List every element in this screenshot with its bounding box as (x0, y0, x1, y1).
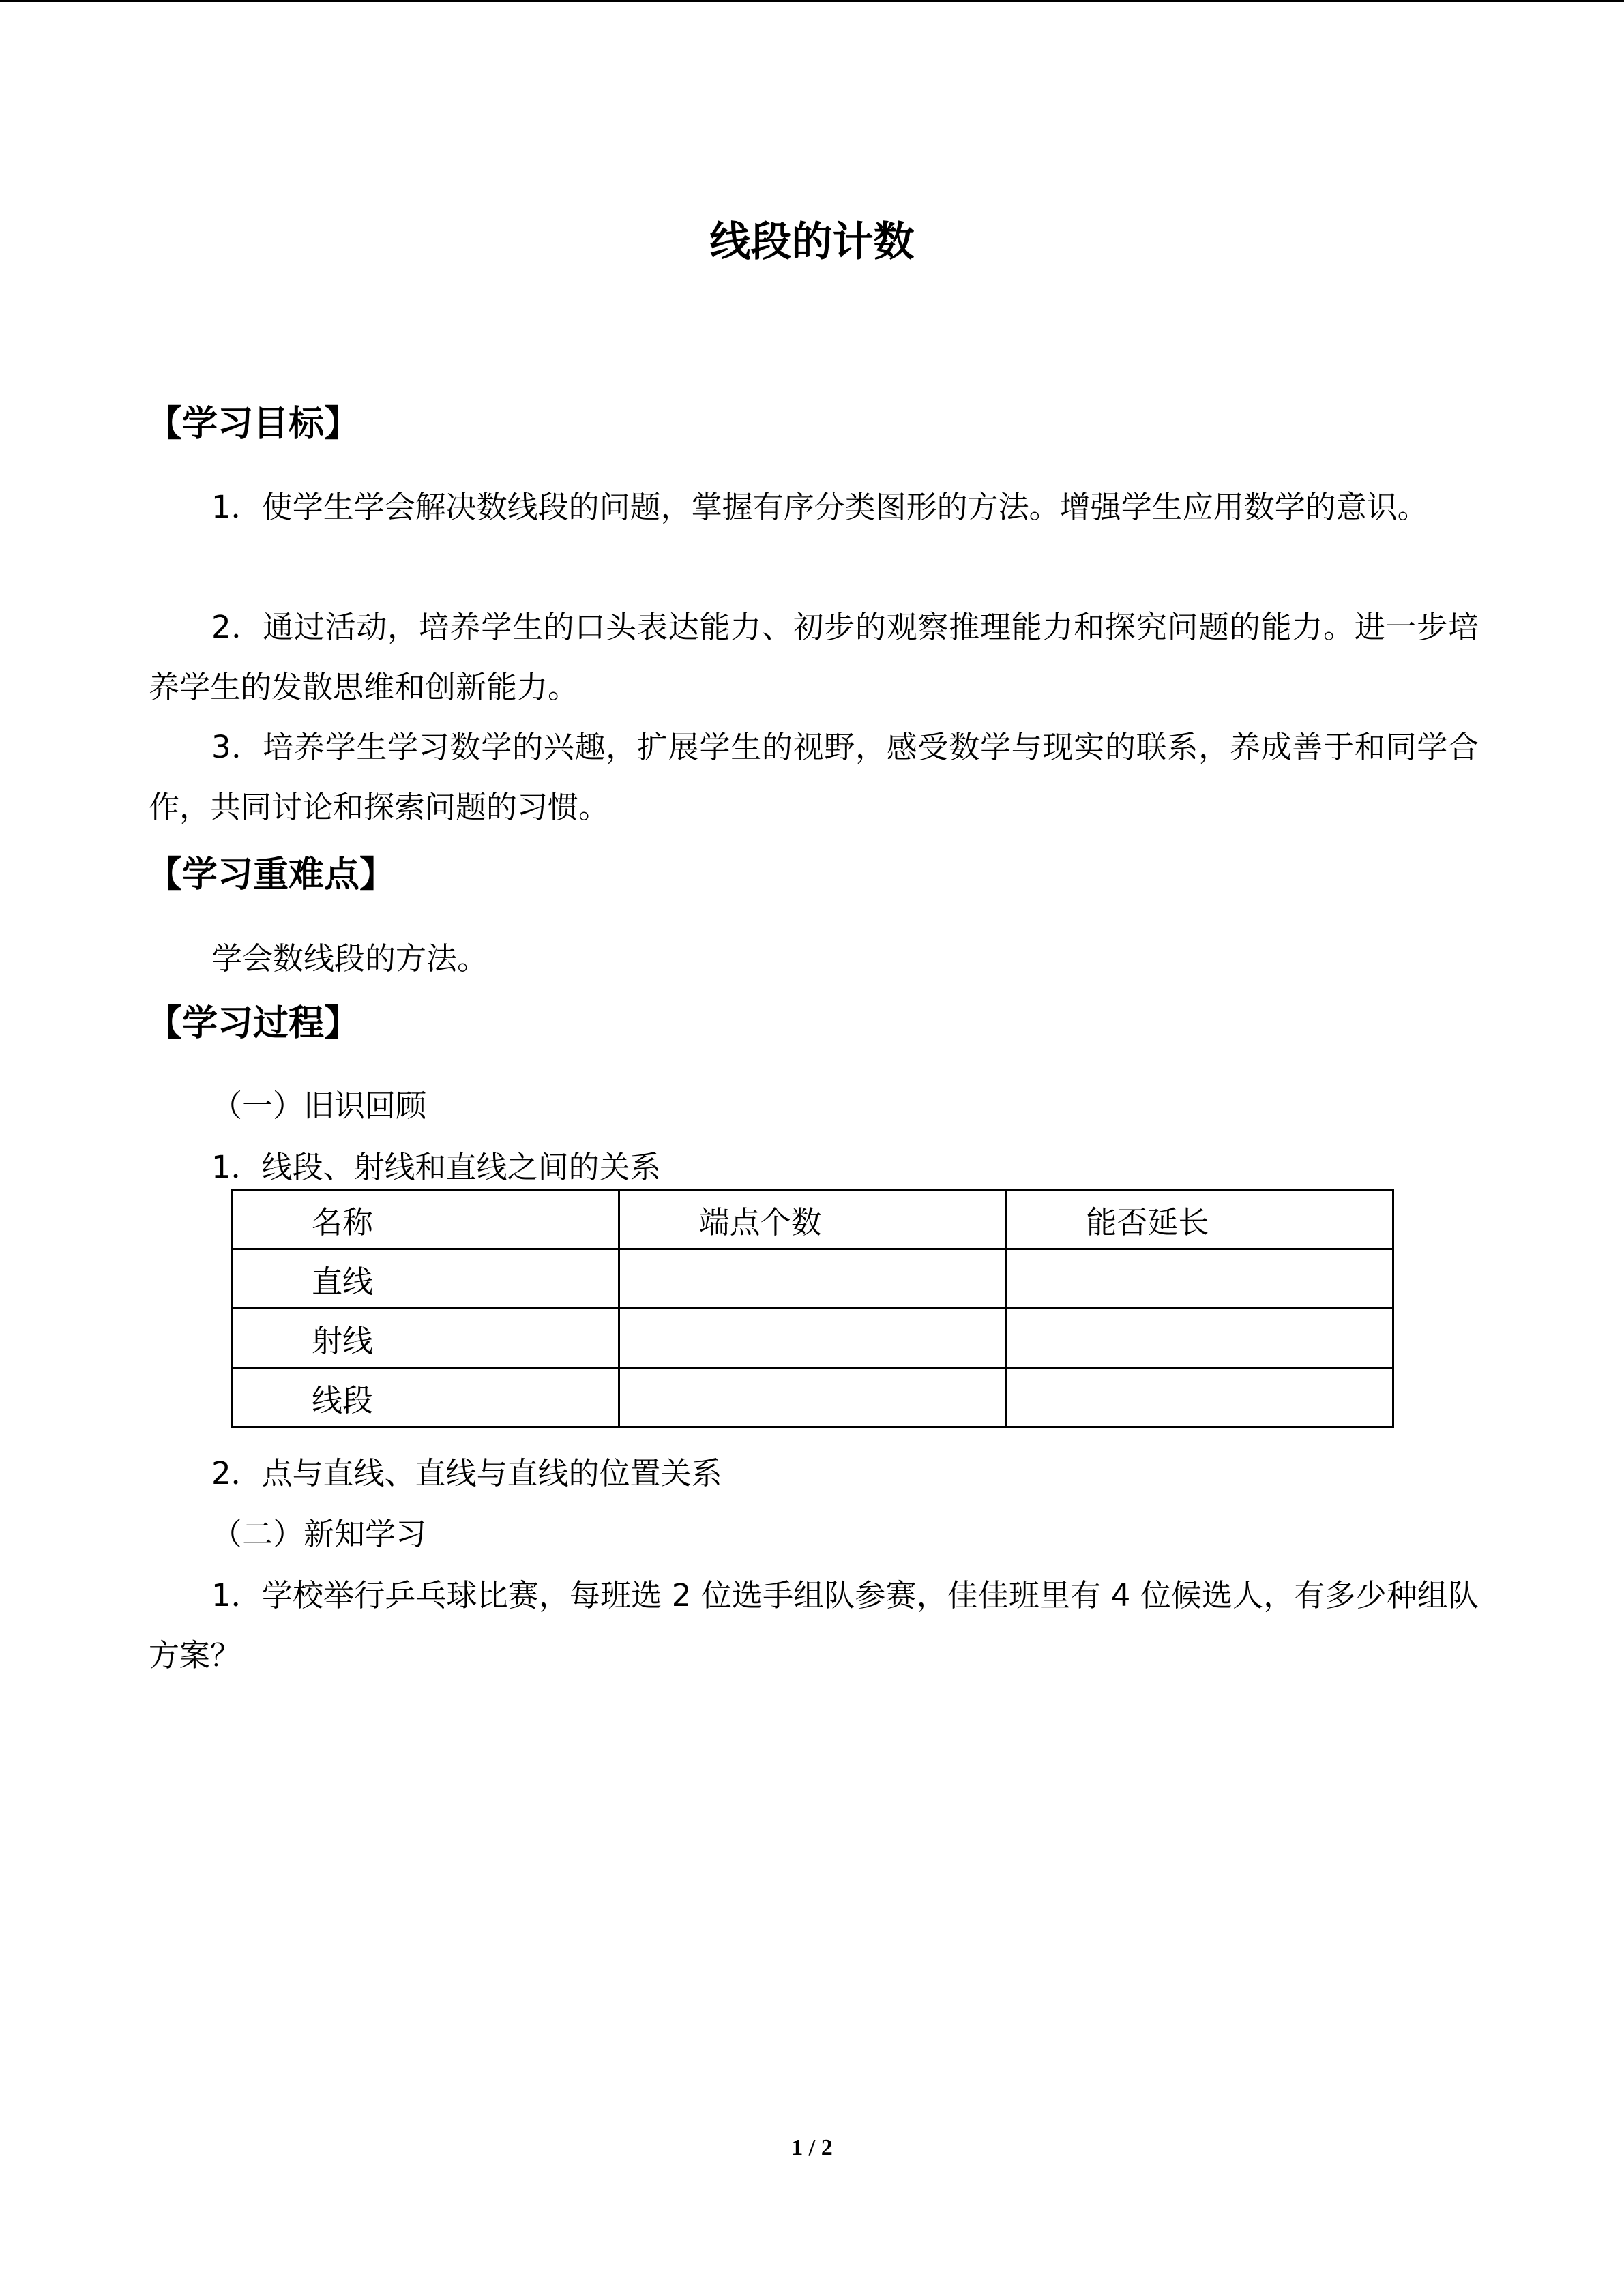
key-points-heading: 【学习重难点】 (147, 854, 396, 895)
table-header-cell: 名称 (232, 1190, 619, 1249)
review-item-1: 1．线段、射线和直线之间的关系 (211, 1149, 661, 1185)
table-cell (619, 1249, 1006, 1309)
objective-item-2: 2．通过活动，培养学生的口头表达能力、初步的观察推理能力和探究问题的能力。进一步培养学生的发散思维和创新能力。 (149, 609, 1479, 705)
table-header-row (232, 1190, 1393, 1249)
table-cell: 线段 (232, 1368, 619, 1427)
table-row (232, 1309, 1393, 1368)
objective-item-3: 3．培养学生学习数学的兴趣，扩展学生的视野，感受数学与现实的联系，养成善于和同学合作，共同讨论和探索问题的习惯。 (149, 729, 1479, 825)
objective-item-1: 1．使学生学会解决数线段的问题，掌握有序分类图形的方法。增强学生应用数学的意识。 (211, 489, 1428, 525)
document-title: 线段的计数 (709, 218, 915, 266)
part2-title: （二）新知学习 (211, 1516, 427, 1552)
table-cell (1006, 1368, 1393, 1427)
part1-title: （一）旧识回顾 (211, 1088, 427, 1124)
table-header-cell: 端点个数 (619, 1190, 1006, 1249)
line-relation-table (231, 1189, 1394, 1428)
new-knowledge-question-1: 1．学校举行乒乓球比赛，每班选 2 位选手组队参赛，佳佳班里有 4 位候选人，有多少种组队方案？ (149, 1577, 1479, 1673)
page-number: 1 / 2 (791, 2135, 833, 2160)
table-cell: 直线 (232, 1249, 619, 1309)
key-points-text: 学会数线段的方法。 (211, 940, 488, 976)
table-cell: 射线 (232, 1309, 619, 1368)
table-cell (1006, 1309, 1393, 1368)
table-header-cell: 能否延长 (1006, 1190, 1393, 1249)
table-cell (1006, 1249, 1393, 1309)
table-row (232, 1368, 1393, 1427)
table-cell (619, 1309, 1006, 1368)
review-item-2: 2．点与直线、直线与直线的位置关系 (211, 1455, 722, 1491)
process-heading: 【学习过程】 (147, 1003, 360, 1044)
table-cell (619, 1368, 1006, 1427)
top-border-line (0, 0, 1624, 2)
table-row (232, 1249, 1393, 1309)
objectives-heading: 【学习目标】 (147, 404, 360, 445)
